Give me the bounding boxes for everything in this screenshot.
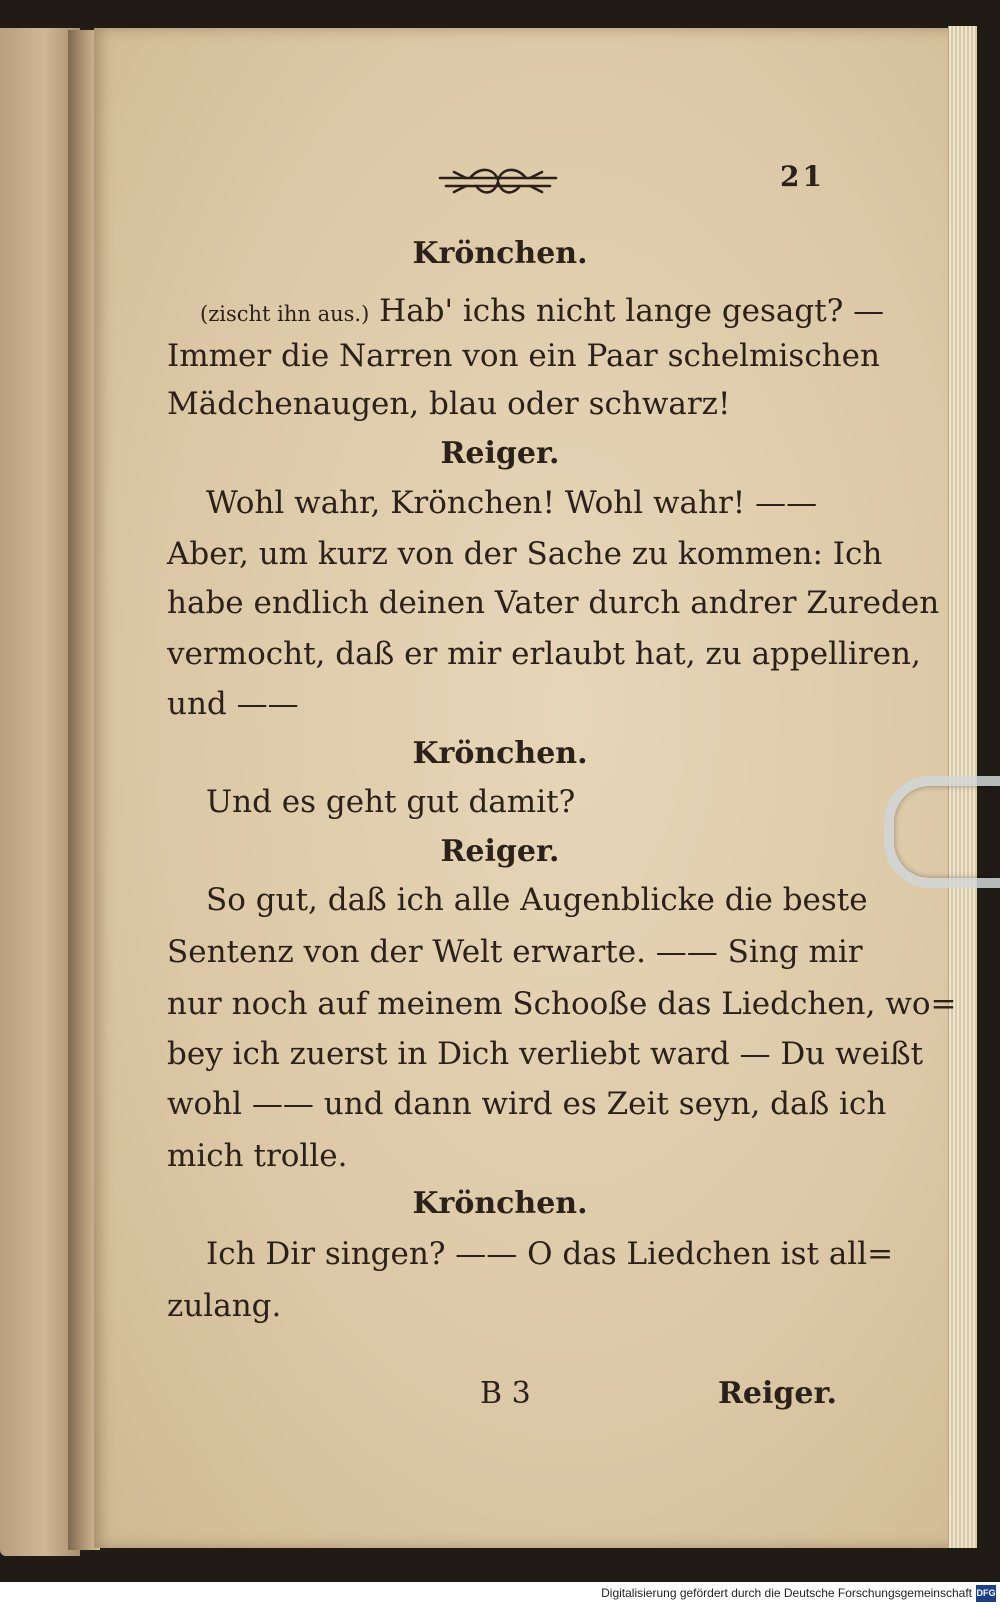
- catchword: Reiger.: [718, 1376, 837, 1411]
- page-clip: [884, 776, 1000, 888]
- stage-direction: (zischt ihn aus.): [200, 302, 370, 326]
- speaker-label: Reiger.: [440, 834, 560, 869]
- page-number: 21: [780, 160, 825, 193]
- text-line: mich trolle.: [167, 1138, 348, 1174]
- text-line: bey ich zuerst in Dich verliebt ward — Du weißt: [167, 1036, 924, 1072]
- text-line: Aber, um kurz von der Sache zu kommen: Ich: [167, 536, 883, 572]
- text-line: So gut, daß ich alle Augenblicke die beste: [206, 882, 868, 918]
- signature-mark: B 3: [480, 1376, 531, 1411]
- speaker-label: Krönchen.: [412, 236, 588, 271]
- speaker-label: Reiger.: [440, 436, 560, 471]
- text-line: [200, 293, 884, 329]
- text-line: und ——: [167, 686, 299, 722]
- speaker-label: Krönchen.: [412, 736, 588, 771]
- text-line: wohl —— und dann wird es Zeit seyn, daß ich: [167, 1086, 887, 1122]
- credit-bar: [0, 1582, 1000, 1608]
- dfg-logo-icon: DFG: [976, 1585, 996, 1602]
- text-line: Ich Dir singen? —— O das Liedchen ist all=: [206, 1236, 894, 1272]
- vignette-ornament-icon: [436, 160, 560, 200]
- text-line: zulang.: [167, 1288, 282, 1324]
- text-line: Sentenz von der Welt erwarte. —— Sing mir: [167, 934, 863, 970]
- speaker-label: Krönchen.: [412, 1186, 588, 1221]
- dialogue-text: Hab' ichs nicht lange gesagt? —: [379, 293, 885, 329]
- credit-text: Digitalisierung gefördert durch die Deutsche Forschungsgemeinschaft: [601, 1586, 972, 1600]
- text-line: Immer die Narren von ein Paar schelmischen: [167, 338, 880, 374]
- text-line: Wohl wahr, Krönchen! Wohl wahr! ——: [206, 485, 818, 521]
- text-line: nur noch auf meinem Schooße das Liedchen, wo=: [167, 986, 957, 1022]
- text-line: habe endlich deinen Vater durch andrer Zureden: [167, 585, 940, 621]
- text-line: Mädchenaugen, blau oder schwarz!: [167, 386, 731, 422]
- text-line: vermocht, daß er mir erlaubt hat, zu appelliren,: [167, 636, 921, 672]
- text-line: Und es geht gut damit?: [206, 784, 576, 820]
